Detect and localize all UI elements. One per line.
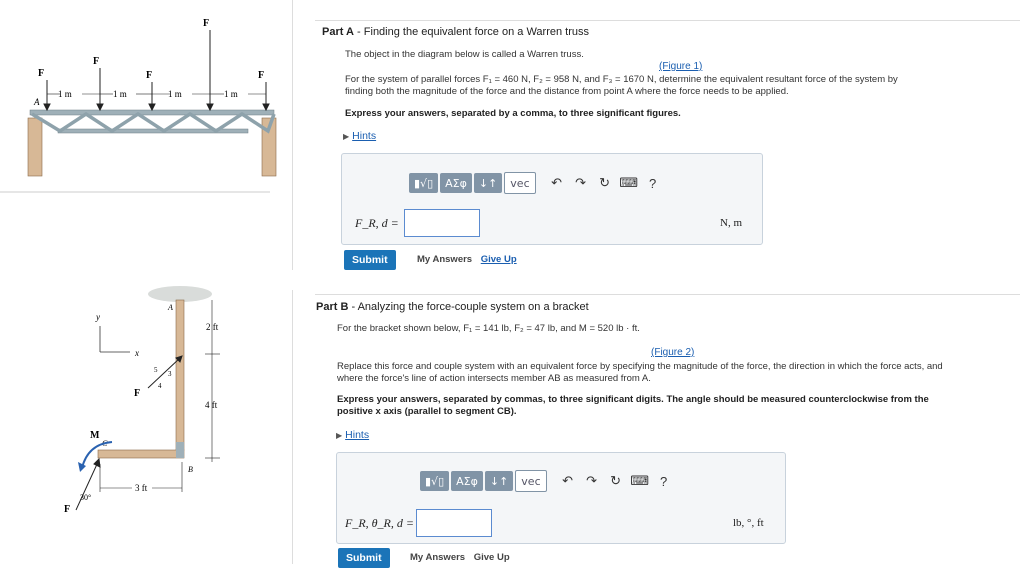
part-a-title: Part A - Finding the equivalent force on a Warren truss <box>322 26 589 38</box>
part-b-question-1: For the bracket shown below, F₁ = 141 lb, F₂ = 47 lb, and M = 520 lb · ft. <box>337 323 640 334</box>
axis-y-label: y <box>96 312 100 322</box>
dim-2ft: 2 ft <box>206 322 219 332</box>
part-a-hints-toggle[interactable]: ▶ Hints <box>343 130 377 142</box>
warren-truss-figure <box>0 0 290 200</box>
reset-icon[interactable]: ↻ <box>599 175 611 190</box>
help-icon[interactable]: ? <box>660 473 668 489</box>
caret-right-icon: ▶ <box>336 431 343 440</box>
label-f3: F <box>203 18 210 29</box>
dim-1m-a: 1 m <box>58 89 72 99</box>
greek-symbols-button[interactable]: ΑΣφ <box>451 471 483 491</box>
dim-1m-d: 1 m <box>224 89 238 99</box>
part-b-question-2: Replace this force and couple system with an equivalent force by specifying the magnitude of the force, the direction in which the force acts, and <box>337 361 943 372</box>
svg-text:4: 4 <box>158 382 162 390</box>
figure-divider <box>292 0 293 270</box>
template-button[interactable]: ▮√▯ <box>409 173 438 193</box>
part-b-title: Part B - Analyzing the force-couple system on a bracket <box>316 301 589 313</box>
part-a-toolbar <box>409 172 664 194</box>
keyboard-icon[interactable]: ⌨ <box>619 175 638 190</box>
undo-icon[interactable]: ↶ <box>551 175 563 190</box>
part-b-units: lb, °, ft <box>733 517 764 529</box>
redo-icon[interactable]: ↷ <box>586 473 598 488</box>
label-moment-m: M <box>90 430 100 441</box>
svg-text:5: 5 <box>154 366 158 374</box>
part-b-hints-toggle[interactable]: ▶ Hints <box>336 429 370 441</box>
label-a: A <box>34 97 40 107</box>
redo-icon[interactable]: ↷ <box>575 175 587 190</box>
caret-right-icon: ▶ <box>343 132 350 141</box>
part-a-question-2: finding both the magnitude of the force and the distance from point A where the force needs to be applied. <box>345 86 789 97</box>
label-f1-mid: F <box>146 70 153 81</box>
label-f2: F <box>64 504 71 515</box>
part-b-submit-button[interactable]: Submit <box>338 548 390 568</box>
label-point-c: C <box>102 439 108 448</box>
subscript-button[interactable]: ↓↑ <box>485 471 513 491</box>
part-a-units: N, m <box>720 217 742 229</box>
figure-1-link[interactable]: (Figure 1) <box>659 61 703 72</box>
part-b-question-3: where the force's line of action intersects member AB as measured from A. <box>337 373 651 384</box>
part-b-toolbar <box>420 470 675 492</box>
label-f1-right: F <box>258 70 265 81</box>
figure-2-link[interactable]: (Figure 2) <box>651 347 695 358</box>
part-b-answer-label: F_R, θ_R, d = <box>345 516 414 530</box>
part-a-instructions: Express your answers, separated by a comma, to three significant figures. <box>345 108 681 119</box>
part-a-answer-input[interactable] <box>404 209 480 237</box>
help-icon[interactable]: ? <box>649 175 657 191</box>
part-a-give-up[interactable]: Give Up <box>480 254 517 265</box>
dim-1m-c: 1 m <box>168 89 182 99</box>
label-f1: F <box>134 388 141 399</box>
reset-icon[interactable]: ↻ <box>610 473 622 488</box>
template-button[interactable]: ▮√▯ <box>420 471 449 491</box>
label-point-b: B <box>188 465 193 474</box>
keyboard-icon[interactable]: ⌨ <box>630 473 649 488</box>
dim-1m-b: 1 m <box>113 89 127 99</box>
dim-3ft: 3 ft <box>135 483 148 493</box>
undo-icon[interactable]: ↶ <box>562 473 574 488</box>
vector-button[interactable]: vec <box>515 470 546 492</box>
vector-button[interactable]: vec <box>504 172 535 194</box>
part-b-give-up[interactable]: Give Up <box>473 552 510 563</box>
greek-symbols-button[interactable]: ΑΣφ <box>440 173 472 193</box>
label-f2: F <box>93 56 100 67</box>
bracket-figure <box>0 282 290 564</box>
part-b-my-answers: My Answers Give Up <box>410 552 510 563</box>
angle-label: 30° <box>80 493 92 502</box>
part-b-answer-input[interactable] <box>416 509 492 537</box>
part-b-instructions-2: positive x axis (parallel to segment CB). <box>337 406 517 417</box>
part-a-my-answers: My Answers Give Up <box>417 254 517 265</box>
part-a-submit-button[interactable]: Submit <box>344 250 396 270</box>
part-b-instructions-1: Express your answers, separated by commas, to three significant digits. The angle should be measured counterclockwise from the <box>337 394 929 405</box>
axis-x-label: x <box>135 348 139 358</box>
subscript-button[interactable]: ↓↑ <box>474 173 502 193</box>
label-point-a: A <box>168 303 173 312</box>
label-f1-left: F <box>38 68 45 79</box>
svg-text:3: 3 <box>168 370 172 378</box>
part-a-answer-label: F_R, d = <box>355 216 399 230</box>
part-a-question-1: For the system of parallel forces F₁ = 460 N, F₂ = 958 N, and F₃ = 1670 N, determine the equivalent resultant force of the system by <box>345 74 898 85</box>
dim-4ft: 4 ft <box>205 400 218 410</box>
part-a-intro: The object in the diagram below is called a Warren truss. <box>345 49 584 60</box>
